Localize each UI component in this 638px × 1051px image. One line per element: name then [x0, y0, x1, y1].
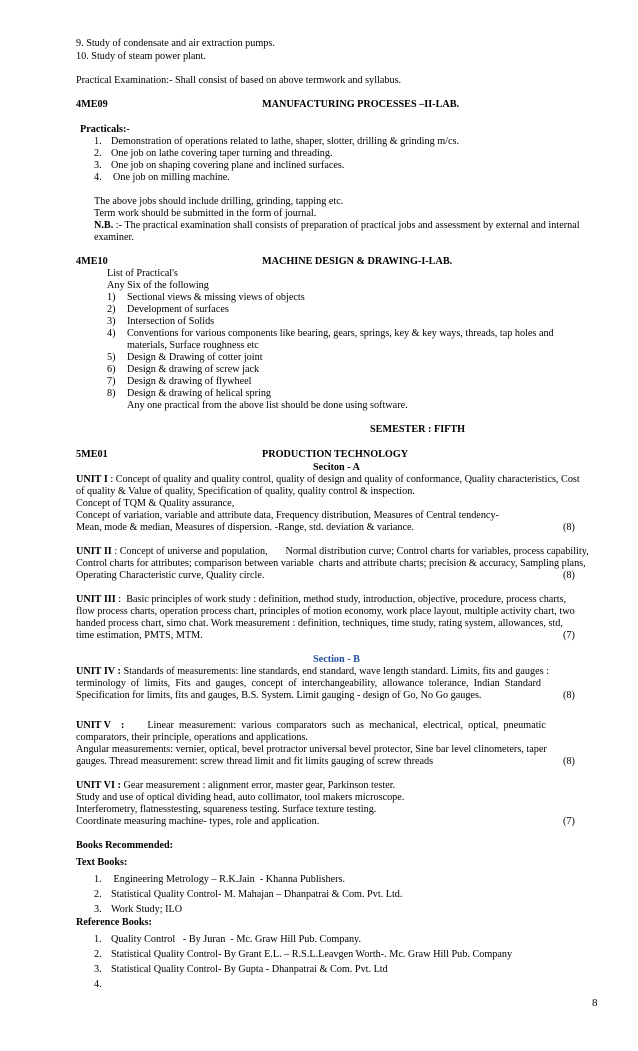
list-item: One job on shaping covering plane and inclined surfaces. [111, 160, 345, 171]
list-item: Design & drawing of helical spring [127, 388, 272, 399]
list-number: 3) [107, 316, 116, 327]
unit-line: Angular measurements: vernier, optical, bevel protractor universal bevel protector, Sine bar level clinometers, taper [76, 744, 547, 755]
unit-text [76, 594, 566, 606]
semester-heading: SEMESTER : FIFTH [370, 424, 466, 435]
list-number: 4) [107, 328, 116, 339]
unit-line: Interferometry, flatnesstesting, squareness testing. Surface texture testing. [76, 804, 377, 815]
unit-hours: (7) [563, 630, 575, 641]
list-item: 9. Study of condensate and air extraction pumps. [76, 38, 275, 49]
unit-line: Gear measurement : alignment error, master gear, Parkinson tester. [120, 780, 396, 791]
list-number: 5) [107, 352, 116, 363]
course-code: 4ME09 [76, 99, 108, 110]
book-item: Engineering Metrology – R.K.Jain - Khanna Publishers. [111, 874, 345, 885]
list-item: Intersection of Solids [127, 316, 215, 327]
list-item: Development of surfaces [127, 304, 229, 315]
nb-note-cont: examiner. [94, 232, 134, 243]
unit-hours: (8) [563, 756, 575, 767]
unit-hours: (7) [563, 816, 575, 827]
list-item: One job on milling machine. [113, 172, 230, 183]
unit-line: : Concept of universe and population, Normal distribution curve; Control charts for variables, process capability, [111, 546, 589, 557]
practical-exam-note: Practical Examination:- Shall consist of based on above termwork and syllabus. [76, 75, 402, 86]
list-number: 8) [107, 388, 116, 399]
unit-label: UNIT VI : [76, 780, 121, 791]
unit-text [76, 780, 395, 792]
unit-text [76, 666, 549, 678]
unit-text [76, 474, 580, 486]
book-item: Statistical Quality Control- By Gupta - Dhanpatrai & Com. Pvt. Ltd [111, 964, 388, 975]
list-item: Design & drawing of flywheel [127, 376, 252, 387]
book-item: Statistical Quality Control- By Grant E.L. – R.S.L.Leavgen Worth-. Mc. Graw Hill Pub. Company [111, 949, 513, 960]
course-code: 4ME10 [76, 256, 108, 267]
list-number: 2) [107, 304, 116, 315]
unit-line: Study and use of optical dividing head, auto collimator, tool makers microscope. [76, 792, 405, 803]
list-number: 3. [94, 160, 102, 171]
unit-line: Coordinate measuring machine- types, role and application. [76, 816, 320, 827]
nb-note [94, 220, 580, 232]
list-number: 2. [94, 148, 102, 159]
unit-label: UNIT V : [76, 720, 125, 731]
section-heading: Section - B [313, 654, 360, 665]
unit-line: : Concept of quality and quality control, quality of design and quality of conformance, Quality characteristics, Cost [107, 474, 580, 485]
book-item: Work Study; ILO [111, 904, 183, 915]
unit-line: : Basic principles of work study : definition, method study, introduction, objective, procedure, process charts, [115, 594, 567, 605]
page-number: 8 [592, 997, 598, 1009]
note-text: Term work should be submitted in the form of journal. [94, 208, 317, 219]
list-number: 4. [94, 172, 102, 183]
nb-label: N.B. [94, 220, 114, 231]
list-number: 2. [94, 889, 102, 900]
course-title: MANUFACTURING PROCESSES –II-LAB. [262, 99, 460, 110]
unit-label: UNIT I [76, 474, 108, 485]
list-number: 1) [107, 292, 116, 303]
unit-line: Control charts for attributes; comparison between variable charts and attribute charts; precision & accuracy, Sampling plans, [76, 558, 586, 569]
list-subtitle: Any Six of the following [107, 280, 209, 291]
unit-line: Concept of TQM & Quality assurance, [76, 498, 235, 509]
list-number: 6) [107, 364, 116, 375]
unit-line: of quality & Value of quality, Specification of quality, quality control & inspection. [76, 486, 415, 497]
list-item: Design & Drawing of cotter joint [127, 352, 263, 363]
course-code: 5ME01 [76, 449, 108, 460]
text-books-heading: Text Books: [76, 857, 128, 868]
list-item-cont: materials, Surface roughness etc [127, 340, 259, 351]
unit-line: Specification for limits, fits and gauges, B.S. System. Limit gauging - design of Go, No Go gauges. [76, 690, 482, 701]
unit-text [76, 720, 546, 732]
nb-text: :- The practical examination shall consists of preparation of practical jobs and assessment by external and internal [113, 220, 580, 231]
list-number: 1. [94, 136, 102, 147]
unit-text [76, 546, 589, 558]
unit-line: comparators, their principle, operations and applications. [76, 732, 308, 743]
list-item: Demonstration of operations related to lathe, shaper, slotter, drilling & grinding m/cs. [111, 136, 460, 147]
unit-line: Concept of variation, variable and attribute data, Frequency distribution, Measures of Central tendency- [76, 510, 499, 521]
unit-line: Linear measurement: various comparators such as mechanical, electrical, optical, pneumatic [124, 720, 546, 731]
unit-hours: (8) [563, 690, 575, 701]
unit-hours: (8) [563, 522, 575, 533]
unit-line: Standards of measurements: line standards, end standard, wave length standard. Limits, fits and gauges : [120, 666, 549, 677]
course-title: MACHINE DESIGN & DRAWING-I-LAB. [262, 256, 453, 267]
reference-books-heading: Reference Books: [76, 917, 152, 928]
book-item: Statistical Quality Control- M. Mahajan – Dhanpatrai & Com. Pvt. Ltd. [111, 889, 403, 900]
unit-hours: (8) [563, 570, 575, 581]
list-item: Design & drawing of screw jack [127, 364, 260, 375]
list-number: 1. [94, 874, 102, 885]
unit-line: Operating Characteristic curve, Quality circle. [76, 570, 265, 581]
list-item: 10. Study of steam power plant. [76, 51, 206, 62]
unit-label: UNIT IV : [76, 666, 121, 677]
list-number: 3. [94, 964, 102, 975]
list-item: One job on lathe covering taper turning and threading. [111, 148, 333, 159]
list-title: List of Practical's [107, 268, 178, 279]
unit-line: gauges. Thread measurement: screw thread limit and fit limits gauging of screw threads [76, 756, 434, 767]
list-item: Sectional views & missing views of objects [127, 292, 305, 303]
course-title: PRODUCTION TECHNOLOGY [262, 449, 409, 460]
unit-line: flow process charts, operation process chart, principles of motion economy, work place layout, multiple activity chart, two [76, 606, 575, 617]
list-number: 1. [94, 934, 102, 945]
list-number: 3. [94, 904, 102, 915]
practicals-heading: Practicals:- [80, 124, 130, 135]
unit-label: UNIT II [76, 546, 112, 557]
unit-line: handed process chart, simo chat. Work measurement : definition, techniques, time study, rating system, allowances, std, [76, 618, 563, 629]
unit-line: time estimation, PMTS, MTM. [76, 630, 203, 641]
list-number: 2. [94, 949, 102, 960]
unit-label: UNIT III [76, 594, 116, 605]
unit-line: terminology of limits, Fits and gauges, concept of interchangeability, allowance tolerance, Indian Standard [76, 678, 542, 689]
list-number: 4. [94, 979, 102, 990]
book-item: Quality Control - By Juran - Mc. Graw Hill Pub. Company. [111, 934, 362, 945]
books-heading: Books Recommended: [76, 840, 174, 851]
software-note: Any one practical from the above list should be done using software. [127, 400, 408, 411]
section-heading: Seciton - A [313, 462, 360, 473]
list-item: Conventions for various components like bearing, gears, springs, key & key ways, threads, tap holes and [127, 328, 554, 339]
unit-line: Mean, mode & median, Measures of dispersion. -Range, std. deviation & variance. [76, 522, 415, 533]
list-number: 7) [107, 376, 116, 387]
note-text: The above jobs should include drilling, grinding, tapping etc. [94, 196, 344, 207]
